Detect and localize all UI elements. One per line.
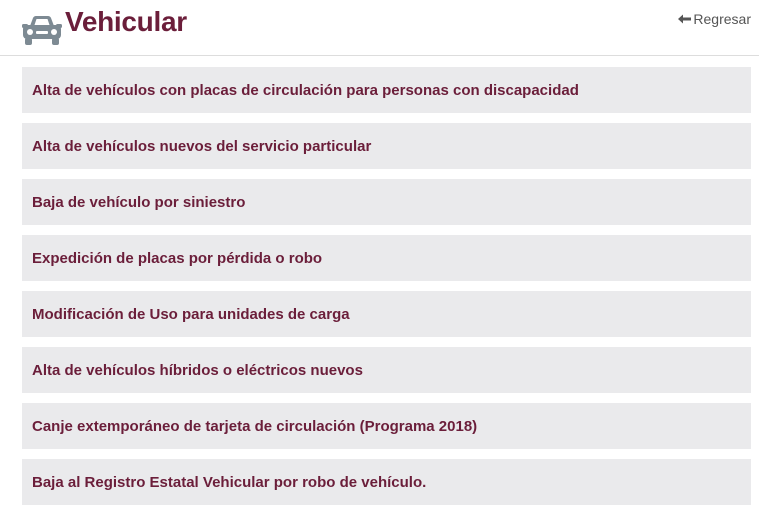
list-item-label: Alta de vehículos híbridos o eléctricos nuevos (32, 361, 363, 379)
list-item[interactable] (22, 179, 751, 225)
list-item-label: Expedición de placas por pérdida o robo (32, 249, 323, 267)
list-item[interactable] (22, 291, 751, 337)
list-item-label: Canje extemporáneo de tarjeta de circulación (Programa 2018) (32, 417, 478, 435)
procedure-list (22, 67, 751, 510)
list-item-label: Baja al Registro Estatal Vehicular por robo de vehículo. (32, 473, 427, 491)
list-item[interactable] (22, 347, 751, 393)
list-item-label: Alta de vehículos nuevos del servicio particular (32, 137, 372, 155)
arrow-left-icon (678, 14, 692, 24)
list-item-label: Alta de vehículos con placas de circulación para personas con discapacidad (32, 81, 579, 99)
list-item-label: Modificación de Uso para unidades de carga (32, 305, 350, 323)
list-item[interactable] (22, 67, 751, 113)
page-header (0, 0, 759, 56)
page-title: Vehicular (65, 6, 187, 37)
back-link[interactable] (678, 11, 751, 27)
list-item[interactable] (22, 235, 751, 281)
back-link-label: Regresar (693, 11, 751, 27)
list-item-label: Baja de vehículo por siniestro (32, 193, 246, 211)
car-icon (22, 14, 62, 46)
list-item[interactable] (22, 459, 751, 505)
list-item[interactable] (22, 403, 751, 449)
list-item[interactable] (22, 123, 751, 169)
